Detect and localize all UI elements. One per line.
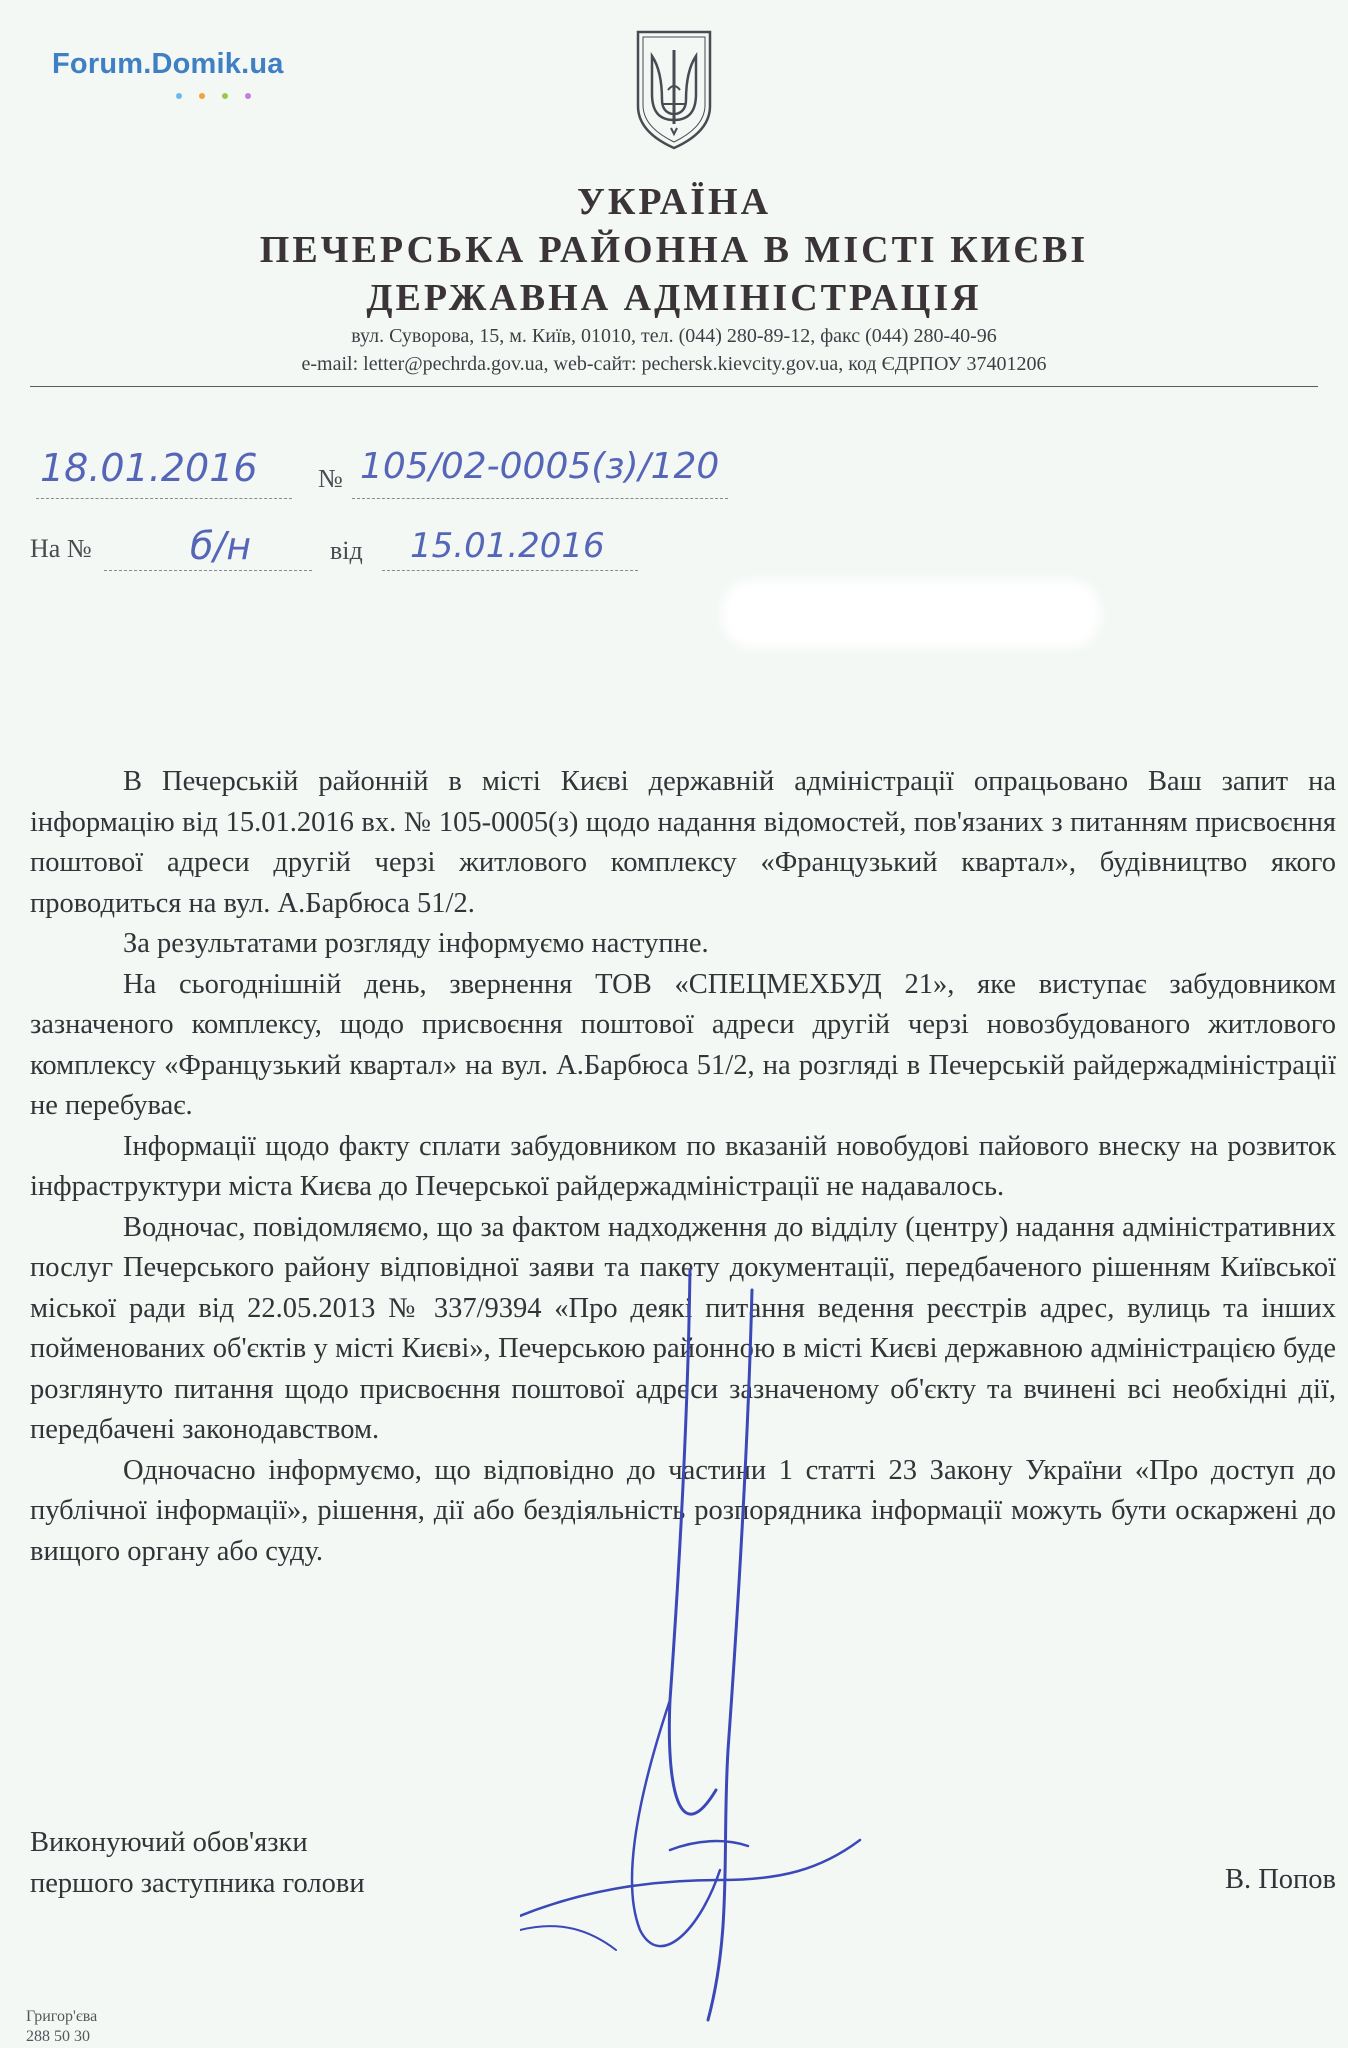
registration-date: 18.01.2016: [40, 446, 258, 490]
reply-number: б/н: [190, 524, 252, 568]
coat-of-arms-icon: [632, 28, 716, 152]
watermark-dot: [222, 93, 228, 99]
site-watermark: Forum.Domik.ua: [52, 48, 284, 80]
letterhead-country: УКРАЇНА: [576, 181, 772, 223]
date-underline: [36, 498, 292, 499]
watermark-dot: [176, 93, 182, 99]
signer-position-line1: Виконуючий обов'язки: [30, 1827, 308, 1858]
body-paragraph: В Печерській районній в місті Києві державній адміністрації опрацьовано Ваш запит на інформацію від 15.01.2016 вх. № 105-0005(з) щодо надання відомостей, пов'язаних з питанням присвоєння поштової адреси другій черзі житлового комплексу «Французький квартал», будівництво якого проводиться на вул. А.Барбюса 51/2.: [30, 766, 1336, 919]
body-paragraph: Інформації щодо факту сплати забудовником по вказаній новобудові пайового внеску на розвиток інфраструктури міста Києва до Печерської райдержадміністрації не надавалось.: [30, 1130, 1336, 1202]
body-paragraph: За результатами розгляду інформуємо наступне.: [123, 928, 709, 959]
watermark-dots: [176, 86, 268, 104]
signer-name: В. Попов: [1224, 1864, 1336, 1895]
watermark-dot: [199, 93, 205, 99]
reply-date-underline: [382, 570, 638, 571]
letterhead-address: вул. Суворова, 15, м. Київ, 01010, тел. (044) 280-89-12, факс (044) 280-40-96: [351, 325, 997, 347]
redacted-recipient: [722, 580, 1100, 648]
signer-position-line2: першого заступника голови: [30, 1867, 365, 1899]
letterhead-divider: [30, 386, 1318, 387]
letterhead-contacts: e-mail: letter@pechrda.gov.ua, web-сайт: pechersk.kievcity.gov.ua, код ЄДРПОУ 37401206: [301, 353, 1047, 375]
watermark-dot: [245, 93, 251, 99]
reply-number-underline: [104, 570, 312, 571]
body-paragraph: Водночас, повідомляємо, що за фактом надходження до відділу (центру) надання адміністративних послуг Печерського району відповідної заяви та пакету документації, передбаченого рішенням Київської міської ради від 22.05.2013 № 337/9394 «Про деякі питання ведення реєстрів адрес, вулиць та інших пойменованих об'єктів у місті Києві», Печерською районною в місті Києві державною адміністрацією буде розглянуто питання щодо присвоєння поштової адреси зазначеному об'єкту та вчинені всі необхідні дії, передбачені законодавством.: [30, 1211, 1336, 1445]
body-paragraph: Одночасно інформуємо, що відповідно до частини 1 статті 23 Закону України «Про доступ до публічної інформації», рішення, дії або бездіяльність розпорядника інформації можуть бути оскаржені до вищого органу або суду.: [30, 1454, 1336, 1567]
letterhead-org-line1: ПЕЧЕРСЬКА РАЙОННА В МІСТІ КИЄВІ: [259, 229, 1089, 271]
registration-number: 105/02-0005(з)/120: [360, 446, 720, 487]
handwritten-signature: [520, 1230, 880, 2048]
executor-info: [26, 2007, 97, 2047]
registration-number-label: №: [318, 464, 343, 493]
number-underline: [352, 498, 728, 499]
reply-number-label: На №: [30, 534, 92, 563]
executor-phone: 288 50 30: [26, 2028, 90, 2045]
body-paragraph: На сьогоднішній день, звернення ТОВ «СПЕЦМЕХБУД 21», яке виступає забудовником зазначеного комплексу, щодо присвоєння поштової адреси другій черзі новозбудованого житлового комплексу «Французький квартал» на вул. А.Барбюса 51/2, на розгляді в Печерській райдержадміністрації не перебуває.: [30, 968, 1336, 1121]
reply-date-label: від: [330, 536, 363, 565]
signer-position: [30, 1823, 365, 1904]
executor-name: Григор'єва: [26, 2008, 98, 2025]
letterhead-org-line2: ДЕРЖАВНА АДМІНІСТРАЦІЯ: [366, 277, 982, 319]
reply-date: 15.01.2016: [410, 526, 605, 566]
